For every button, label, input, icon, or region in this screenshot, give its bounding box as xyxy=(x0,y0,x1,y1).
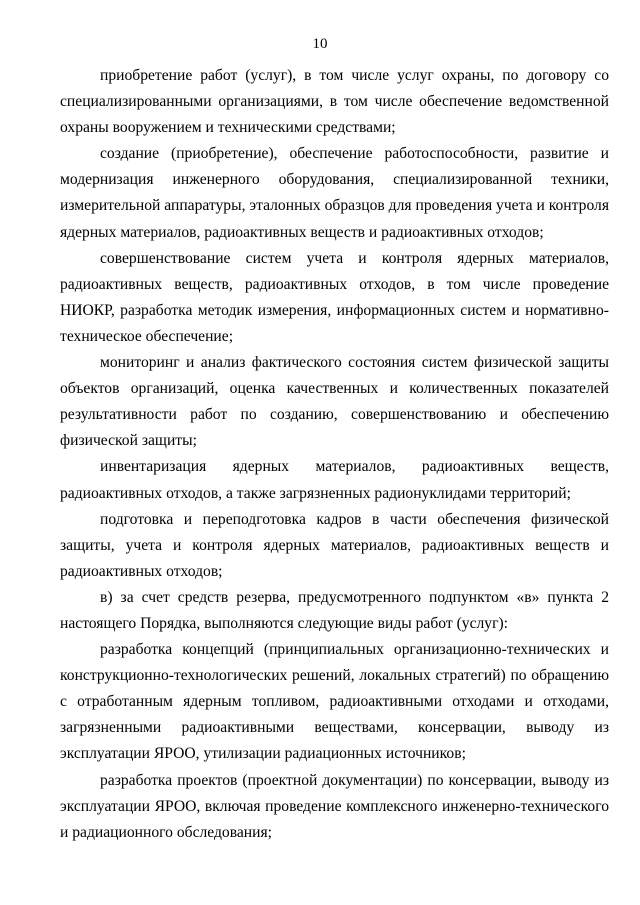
document-body xyxy=(60,63,609,846)
paragraph-6: подготовка и переподготовка кадров в части обеспечения физической защиты, учета и контроля ядерных материалов, радиоактивных веществ и радиоактивных отходов; xyxy=(60,510,609,580)
paragraph-2: создание (приобретение), обеспечение работоспособности, развитие и модернизация инженерного оборудования, специализированной техники, измерительной аппаратуры, эталонных образцов для проведения учета и контроля ядерных материалов, радиоактивных веществ и радиоактивных отходов; xyxy=(60,145,609,241)
page-number: 10 xyxy=(312,36,328,52)
paragraph-7: в) за счет средств резерва, предусмотренного подпунктом «в» пункта 2 настоящего Порядка, выполняются следующие виды работ (услуг): xyxy=(60,588,609,632)
paragraph-1: приобретение работ (услуг), в том числе услуг охраны, по договору со специализированными организациями, в том числе обеспечение ведомственной охраны вооружением и техническими средствами; xyxy=(60,67,609,137)
paragraph-8: разработка концепций (принципиальных организационно-технических и конструкционно-технологических решений, локальных стратегий) по обращению с отработанным ядерным топливом, радиоактивными отходами и отходами, загрязненными радиоактивными веществами, консервации, выводу из эксплуатации ЯРОО, утилизации радиационных источников; xyxy=(60,641,609,763)
paragraph-5: инвентаризация ядерных материалов, радиоактивных веществ, радиоактивных отходов, а также загрязненных радионуклидами территорий; xyxy=(60,458,609,502)
paragraph-3: совершенствование систем учета и контроля ядерных материалов, радиоактивных веществ, радиоактивных отходов, в том числе проведение НИОКР, разработка методик измерения, информационных систем и нормативно-техническое обеспечение; xyxy=(60,249,609,345)
paragraph-4: мониторинг и анализ фактического состояния систем физической защиты объектов организаций, оценка качественных и количественных показателей результативности работ по созданию, совершенствованию и обеспечению физической защиты; xyxy=(60,354,609,450)
paragraph-9: разработка проектов (проектной документации) по консервации, выводу из эксплуатации ЯРОО, включая проведение комплексного инженерно-технического и радиационного обследования; xyxy=(60,771,609,841)
